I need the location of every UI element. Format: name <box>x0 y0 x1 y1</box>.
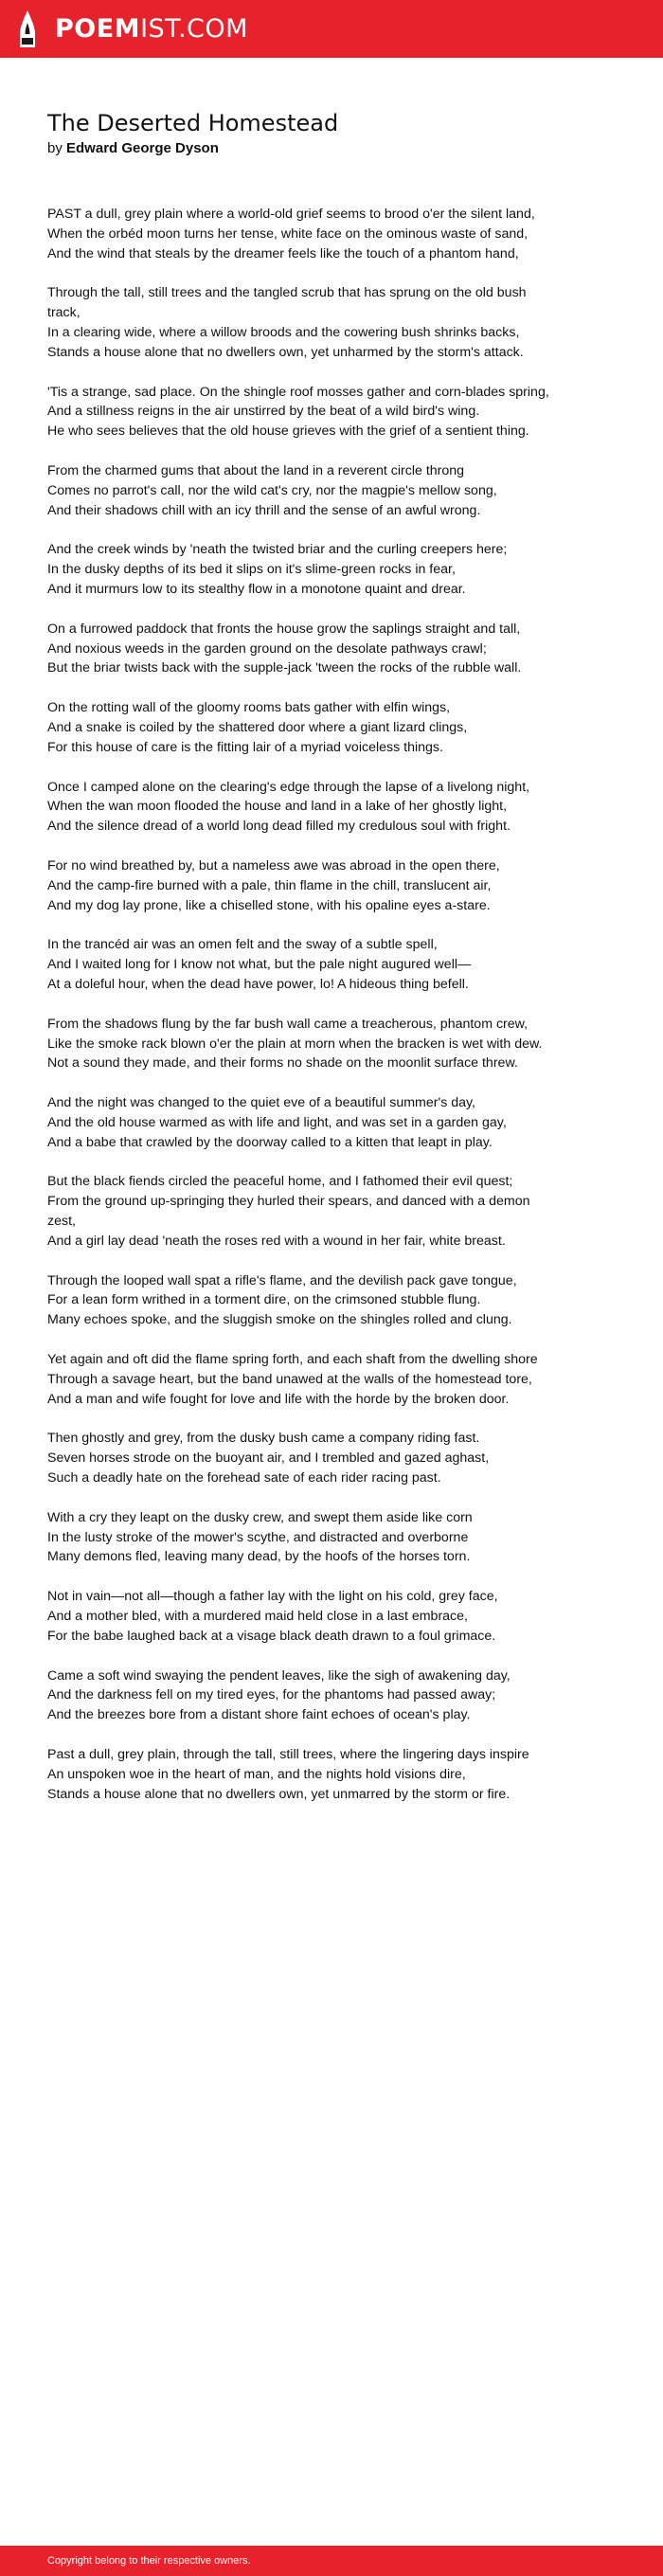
poem-line: And the creek winds by 'neath the twisted briar and the curling creepers here; <box>47 542 508 558</box>
poem-line: On a furrowed paddock that fronts the house grow the saplings straight and tall, <box>47 621 521 637</box>
poem-line: Many echoes spoke, and the sluggish smoke on the shingles rolled and clung. <box>47 1312 512 1328</box>
poem-line: Past a dull, grey plain, through the tall, still trees, where the lingering days inspire <box>47 1747 529 1763</box>
poem-line: Such a deadly hate on the forehead sate of each rider racing past. <box>47 1470 441 1486</box>
poem-line: In the trancéd air was an omen felt and the sway of a subtle spell, <box>47 937 438 953</box>
header-bar <box>0 0 663 58</box>
poem-line: Through the looped wall spat a rifle's flame, and the devilish pack gave tongue, <box>47 1272 517 1288</box>
poem-line: Once I camped alone on the clearing's edge through the lapse of a livelong night, <box>47 779 530 795</box>
stanza <box>47 856 559 915</box>
poem-line: With a cry they leapt on the dusky crew, and swept them aside like corn <box>47 1509 473 1525</box>
stanza <box>47 461 559 520</box>
poem-line: From the ground up-springing they hurled their spears, and danced with a demon zest, <box>47 1194 530 1230</box>
stanza <box>47 1666 559 1725</box>
stanza <box>47 1172 559 1251</box>
stanza <box>47 540 559 599</box>
poem-line: When the wan moon flooded the house and land in a lake of her ghostly light, <box>47 799 508 815</box>
stanza <box>47 383 559 441</box>
poem-line: And a stillness reigns in the air unstirred by the beat of a wild bird's wing. <box>47 404 480 420</box>
stanza <box>47 1093 559 1152</box>
poem-line: Through the tall, still trees and the tangled scrub that has sprung on the old bush track, <box>47 285 527 321</box>
poem-line: And noxious weeds in the garden ground on the desolate pathways crawl; <box>47 640 487 657</box>
poem-line: And the old house warmed as with life and light, and was set in a garden gay, <box>47 1114 507 1130</box>
author-name: Edward George Dyson <box>66 140 219 156</box>
stanza <box>47 1745 559 1804</box>
poem-line: For this house of care is the fitting lair of a myriad voiceless things. <box>47 739 443 755</box>
poem-line: Through a savage heart, but the band unawed at the walls of the homestead tore, <box>47 1371 532 1387</box>
poem-line: And a babe that crawled by the doorway called to a kitten that leapt in play. <box>47 1134 493 1150</box>
poem-line: 'Tis a strange, sad place. On the shingle roof mosses gather and corn-blades spring, <box>47 384 549 400</box>
stanza <box>47 1429 559 1487</box>
poem-line: Not a sound they made, and their forms no shade on the moonlit surface threw. <box>47 1055 518 1072</box>
poem-line: And a mother bled, with a murdered maid held close in a last embrace, <box>47 1609 468 1625</box>
poem-line: From the shadows flung by the far bush wall came a treacherous, phantom crew, <box>47 1016 529 1032</box>
poem-line: And the breezes bore from a distant shore faint echoes of ocean's play. <box>47 1707 471 1723</box>
poem-line: Stands a house alone that no dwellers own, yet unharmed by the storm's attack. <box>47 344 524 360</box>
poem-line: Stands a house alone that no dwellers own, yet unmarred by the storm or fire. <box>47 1786 511 1802</box>
poem-line: And their shadows chill with an icy thrill and the sense of an awful wrong. <box>47 502 481 518</box>
poem-line: Not in vain—not all—though a father lay with the light on his cold, grey face, <box>47 1589 498 1605</box>
poem-line: Came a soft wind swaying the pendent leaves, like the sigh of awakening day, <box>47 1667 511 1684</box>
poem-line: And a girl lay dead 'neath the roses red with a wound in her fair, white breast. <box>47 1233 506 1249</box>
poem-line: And the night was changed to the quiet eve of a beautiful summer's day, <box>47 1095 475 1111</box>
poem-line: And the camp-fire burned with a pale, thin flame in the chill, translucent air, <box>47 877 492 893</box>
poem-line: Seven horses strode on the buoyant air, and I trembled and gazed aghast, <box>47 1450 490 1467</box>
site-logo[interactable] <box>55 13 248 45</box>
stanza <box>47 620 559 678</box>
poem-line: And my dog lay prone, like a chiselled stone, with his opaline eyes a-stare. <box>47 897 491 913</box>
stanza <box>47 1015 559 1073</box>
stanza <box>47 205 559 263</box>
poem-body <box>47 205 559 1824</box>
logo-bold-text: POEM <box>55 14 141 44</box>
stanza <box>47 935 559 994</box>
by-label: by <box>47 140 63 156</box>
byline <box>47 139 559 158</box>
poem-line: But the briar twists back with the supple-jack 'tween the rocks of the rubble wall. <box>47 660 522 676</box>
stanza <box>47 283 559 362</box>
stanza <box>47 1587 559 1646</box>
poem-line: For a lean form writhed in a torment dire, on the crimsoned stubble flung. <box>47 1292 481 1308</box>
poem-line: Many demons fled, leaving many dead, by the hoofs of the horses torn. <box>47 1549 471 1565</box>
poem-line: In the dusky depths of its bed it slips on it's slime-green rocks in fear, <box>47 562 456 578</box>
poem-header <box>47 109 559 158</box>
poem-line: And a man and wife fought for love and life with the horde by the broken door. <box>47 1391 510 1407</box>
poem-line: And a snake is coiled by the shattered door where a giant lizard clings, <box>47 719 468 735</box>
stanza <box>47 1508 559 1567</box>
poem-line: He who sees believes that the old house grieves with the grief of a sentient thing. <box>47 423 529 440</box>
poem-line: And it murmurs low to its stealthy flow in a monotone quaint and drear. <box>47 581 466 597</box>
poem-line: Then ghostly and grey, from the dusky bush came a company riding fast. <box>47 1431 480 1447</box>
poem-line: When the orbéd moon turns her tense, white face on the ominous waste of sand, <box>47 225 529 242</box>
copyright-text: Copyright belong to their respective owners. <box>47 2555 251 2567</box>
poem-line: From the charmed gums that about the land in a reverent circle throng <box>47 462 465 478</box>
poem-line: Like the smoke rack blown o'er the plain at morn when the bracken is wet with dew. <box>47 1036 543 1052</box>
poem-line: And the darkness fell on my tired eyes, for the phantoms had passed away; <box>47 1687 496 1703</box>
poem-line: But the black fiends circled the peaceful home, and I fathomed their evil quest; <box>47 1174 513 1190</box>
poem-line: In the lusty stroke of the mower's scythe, and distracted and overborne <box>47 1529 469 1545</box>
quill-pen-icon[interactable] <box>15 9 40 49</box>
footer-bar <box>0 2546 663 2576</box>
poem-line: For the babe laughed back at a visage black death drawn to a foul grimace. <box>47 1628 496 1644</box>
poem-line: At a doleful hour, when the dead have power, lo! A hideous thing befell. <box>47 976 469 992</box>
poem-line: And the silence dread of a world long dead filled my credulous soul with fright. <box>47 819 511 835</box>
stanza <box>47 778 559 837</box>
poem-line: PAST a dull, grey plain where a world-old grief seems to brood o'er the silent land, <box>47 207 535 222</box>
poem-line: For no wind breathed by, but a nameless awe was abroad in the open there, <box>47 857 500 874</box>
poem-line: And the wind that steals by the dreamer feels like the touch of a phantom hand, <box>47 245 519 261</box>
poem-line: An unspoken woe in the heart of man, and the nights hold visions dire, <box>47 1766 466 1782</box>
poem-line: Comes no parrot's call, nor the wild cat's cry, nor the magpie's mellow song, <box>47 482 497 498</box>
logo-light-text: IST.COM <box>140 14 248 44</box>
poem-line: And I waited long for I know not what, but the pale night augured well— <box>47 957 472 973</box>
poem-line: In a clearing wide, where a willow broods and the cowering bush shrinks backs, <box>47 324 520 340</box>
poem-title: The Deserted Homestead <box>47 110 339 136</box>
stanza <box>47 1350 559 1409</box>
poem-line: On the rotting wall of the gloomy rooms bats gather with elfin wings, <box>47 700 451 716</box>
stanza <box>47 1271 559 1330</box>
poem-line: Yet again and oft did the flame spring forth, and each shaft from the dwelling shore <box>47 1352 538 1368</box>
stanza <box>47 698 559 757</box>
